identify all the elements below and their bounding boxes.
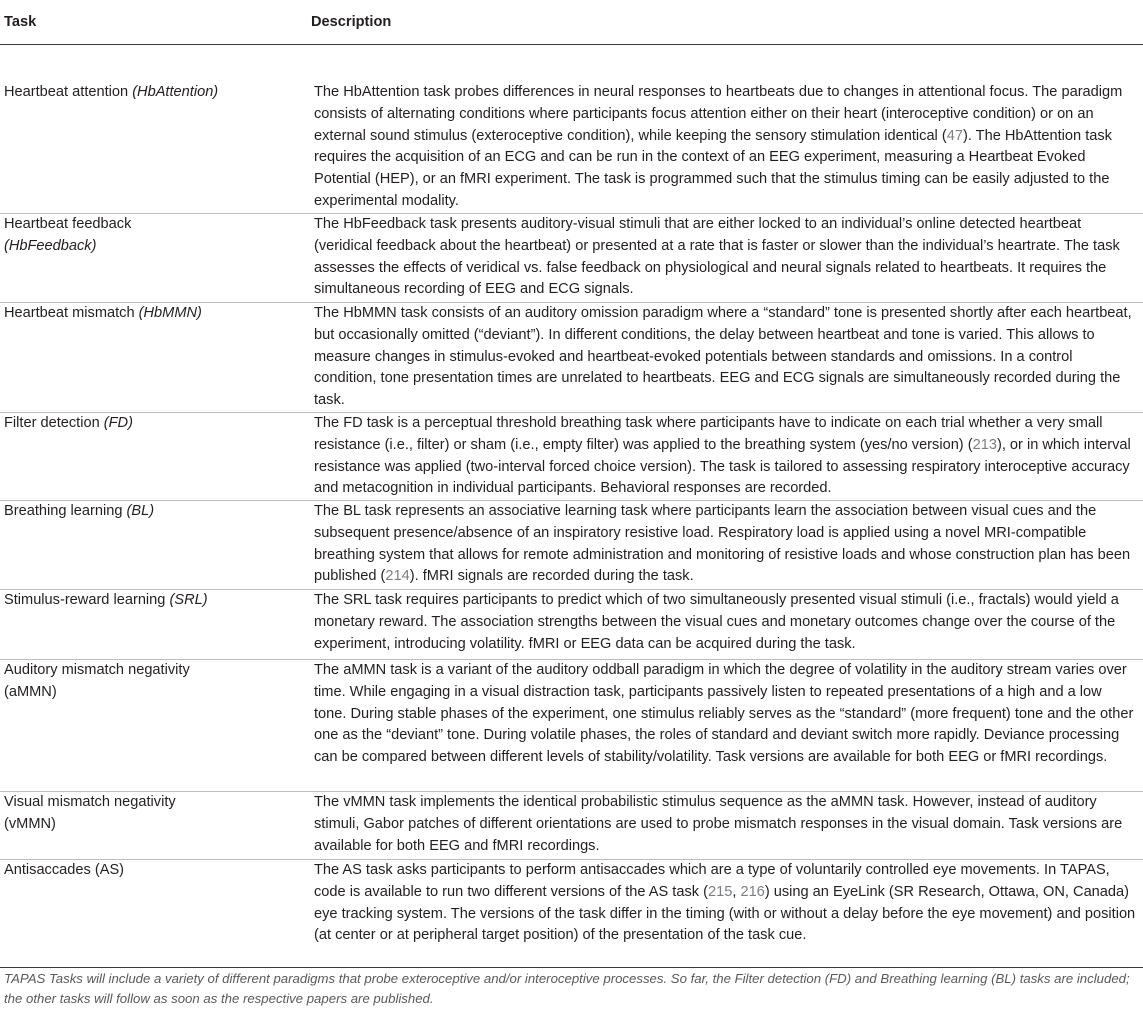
task-abbreviation: (HbAttention): [132, 84, 219, 100]
table-row: [0, 500, 1143, 589]
task-name: Breathing learning: [4, 503, 127, 519]
task-name: Stimulus-reward learning: [4, 592, 170, 608]
task-name: Antisaccades (AS): [4, 862, 125, 878]
reference-link[interactable]: 213: [972, 436, 997, 453]
description-text: The aMMN task is a variant of the auditory oddball paradigm in which the degree of volatility in the auditory stream varies over time. While engaging in a visual distraction task, participants passively listen to repeated presentations of a high and a low tone. During stable phases of the experiment, one stimulus reliably serves as the “standard” (more frequent) tone and the other one as the “deviant” tone. During volatile phases, the roles of standard and deviant switch more rapidly. Deviance processing can be compared between different levels of stability/volatility. Task versions are available for both EEG or fMRI recordings.: [314, 662, 1134, 766]
table-row: [0, 659, 1143, 791]
task-cell: [0, 590, 307, 659]
description-cell: [307, 590, 1136, 659]
description-text: ) using an EyeLink (SR Research, Ottawa, ON, Canada) eye tracking system. The versions of the task differ in the timing (with or without a delay before the eye movement) and position (at center or at peripheral target position) of the presentation of the task cue.: [314, 883, 1136, 944]
description-cell: [307, 792, 1136, 859]
task-cell: [0, 303, 307, 412]
description-text: The FD task is a perceptual threshold breathing task where participants have to indicate on each trial whether a very small resistance (i.e., filter) or sham (i.e., empty filter) was applied to the breathing system (yes/no version) (: [314, 415, 1103, 453]
table-row: [0, 589, 1143, 659]
description-cell: [307, 860, 1136, 960]
description-cell: [307, 303, 1136, 412]
task-name: Filter detection: [4, 415, 104, 431]
task-name: Visual mismatch negativity: [4, 794, 176, 810]
task-abbreviation: (FD): [103, 415, 133, 431]
task-name: Auditory mismatch negativity: [4, 662, 190, 678]
task-cell: [0, 660, 307, 791]
table-footnote: TAPAS Tasks will include a variety of different paradigms that probe exteroceptive and/or interoceptive processes. So far, the Filter detection (FD) and Breathing learning (BL) tasks are included; the other tasks will follow as soon as the respective papers are published.: [4, 971, 1130, 1006]
task-name: Heartbeat attention: [4, 84, 133, 100]
task-cell: [0, 413, 307, 500]
description-text: ). The HbAttention task requires the acquisition of an ECG and can be run in the context of an EEG experiment, measuring a Heartbeat Evoked Potential (HEP), or an fMRI experiment. The task is programmed such that the stimulus timing can be easily adjusted to the experimental modality.: [314, 127, 1112, 209]
task-abbreviation: (vMMN): [4, 815, 56, 832]
table-bottom-rule: [0, 967, 1143, 968]
reference-separator: ,: [732, 883, 741, 900]
description-text: ), or in which interval resistance was applied (two-interval forced choice version). The task is tailored to assessing respiratory interoceptive accuracy and metacognition in individual participants. Behavioral responses are recorded.: [314, 436, 1131, 497]
description-cell: [307, 501, 1136, 589]
task-abbreviation: (SRL): [169, 592, 208, 608]
description-text: The HbMMN task consists of an auditory omission paradigm where a “standard” tone is presented shortly after each heartbeat, but occasionally omitted (“deviant”). In different conditions, the delay between heartbeat and tone is varied. This allows to measure changes in stimulus-evoked and heartbeat-evoked potentials between standards and omissions. In a control condition, tone presentation times are unrelated to heartbeats. EEG and ECG signals are simultaneously recorded during the task.: [314, 305, 1132, 409]
description-text: The HbAttention task probes differences in neural responses to heartbeats due to changes in attentional focus. The paradigm consists of alternating conditions where participants focus attention either on their heart (interoceptive condition) or on an external sound stimulus (exteroceptive condition), while keeping the sensory stimulation identical (: [314, 84, 1123, 144]
task-name: Heartbeat feedback: [4, 216, 132, 232]
description-text: The SRL task requires participants to predict which of two simultaneously presented visual stimuli (i.e., fractals) would yield a monetary reward. The association strengths between the visual cues and monetary outcomes change over the course of the experiment, introducing volatility. fMRI or EEG data can be acquired during the task.: [314, 592, 1119, 652]
task-abbreviation: (HbMMN): [138, 305, 202, 321]
task-cell: [0, 792, 307, 859]
table-row: [0, 412, 1143, 500]
reference-link[interactable]: 215: [707, 883, 733, 900]
description-cell: [307, 214, 1136, 302]
task-cell: [0, 214, 307, 302]
table-row: [0, 859, 1143, 960]
description-text: The AS task asks participants to perform antisaccades which are a type of voluntarily controlled eye movements. In TAPAS, code is available to run two different versions of the AS task (: [314, 862, 1110, 900]
description-cell: [307, 82, 1136, 213]
header-description: Description: [311, 14, 392, 30]
task-name: Heartbeat mismatch: [4, 305, 139, 321]
table-row: [0, 82, 1143, 213]
table-row: [0, 791, 1143, 859]
task-abbreviation: (aMMN): [4, 683, 57, 700]
task-abbreviation: (BL): [126, 503, 155, 519]
description-text: ). fMRI signals are recorded during the task.: [409, 568, 694, 585]
reference-link[interactable]: 216: [740, 883, 765, 900]
task-cell: [0, 860, 307, 960]
description-text: The BL task represents an associative learning task where participants learn the association between visual cues and the subsequent presence/absence of an inspiratory resistive load. Respiratory load is applied using a novel MRI-compatible breathing system that allows for remote administration and monitoring of resistive loads and whose construction plan has been published (: [314, 503, 1131, 585]
task-cell: [0, 501, 307, 589]
task-cell: [0, 82, 307, 213]
reference-link[interactable]: 214: [385, 568, 410, 585]
reference-link[interactable]: 47: [946, 127, 963, 144]
description-cell: [307, 413, 1136, 500]
table-row: [0, 302, 1143, 412]
header-task: Task: [4, 14, 37, 30]
table-row: [0, 213, 1143, 302]
description-cell: [307, 660, 1136, 791]
description-text: The vMMN task implements the identical probabilistic stimulus sequence as the aMMN task. However, instead of auditory stimuli, Gabor patches of different orientations are used to probe mismatch responses in the visual domain. Task versions are available for both EEG and fMRI recordings.: [314, 794, 1123, 854]
table-body: [0, 82, 1143, 960]
task-abbreviation: (HbFeedback): [4, 237, 97, 254]
table-header: [0, 0, 1143, 45]
description-text: The HbFeedback task presents auditory-visual stimuli that are either locked to an individual’s online detected heartbeat (veridical feedback about the heartbeat) or presented at a rate that is faster or slower than the individual’s heartrate. The task assesses the effects of veridical vs. false feedback on physiological and neural signals related to heartbeats. It requires the simultaneous recording of EEG and ECG signals.: [314, 216, 1120, 298]
